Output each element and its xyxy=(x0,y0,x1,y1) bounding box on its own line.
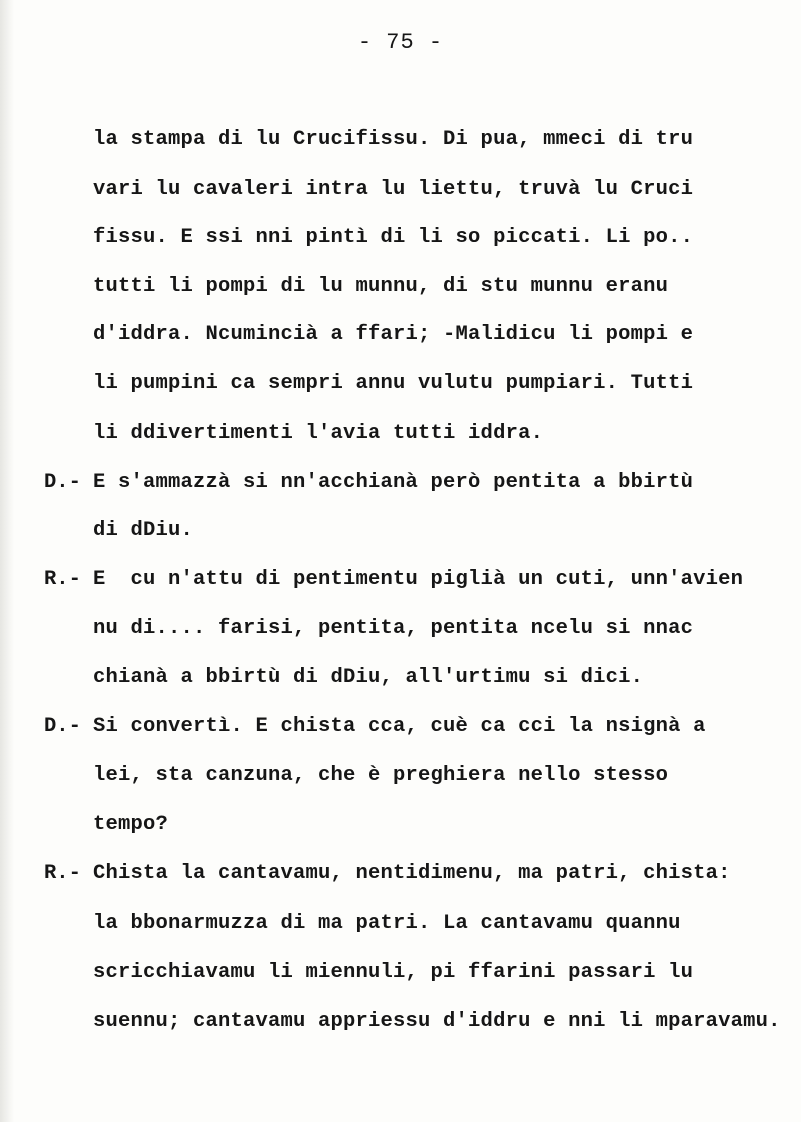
text-line: li pumpini ca sempri annu vulutu pumpiari. Tutti xyxy=(93,372,694,395)
text-line: nu di.... farisi, pentita, pentita ncelu si nnac xyxy=(93,617,694,640)
text-line: tempo? xyxy=(93,813,169,836)
speaker-label: D.- xyxy=(44,471,81,494)
text-line: scricchiavamu li miennuli, pi ffarini passari lu xyxy=(93,961,694,984)
speaker-label: D.- xyxy=(44,715,81,738)
text-line: suennu; cantavamu appriessu d'iddru e nni li mparavamu. xyxy=(93,1010,781,1033)
text-line: chianà a bbirtù di dDiu, all'urtimu si dici. xyxy=(93,666,644,689)
text-line: fissu. E ssi nni pintì di li so piccati. Li po.. xyxy=(93,226,694,249)
text-line: E s'ammazzà si nn'acchianà però pentita a bbirtù xyxy=(93,471,694,494)
text-line: vari lu cavaleri intra lu liettu, truvà lu Cruci xyxy=(93,178,694,201)
text-line: lei, sta canzuna, che è preghiera nello stesso xyxy=(93,764,669,787)
text-line: E cu n'attu di pentimentu piglià un cuti, unn'avien xyxy=(93,568,744,591)
text-line: tutti li pompi di lu munnu, di stu munnu eranu xyxy=(93,275,669,298)
text-line: li ddivertimenti l'avia tutti iddra. xyxy=(93,422,544,445)
text-line: di dDiu. xyxy=(93,519,194,542)
text-line: la stampa di lu Crucifissu. Di pua, mmeci di tru xyxy=(93,128,694,151)
text-line: Si convertì. E chista cca, cuè ca cci la nsignà a xyxy=(93,715,706,738)
page-number: - 75 - xyxy=(357,30,444,55)
speaker-label: R.- xyxy=(44,862,81,885)
page-edge-shadow xyxy=(0,0,14,1122)
text-line: Chista la cantavamu, nentidimenu, ma patri, chista: xyxy=(93,862,731,885)
text-line: d'iddra. Ncumincià a ffari; -Malidicu li pompi e xyxy=(93,323,694,346)
text-line: la bbonarmuzza di ma patri. La cantavamu quannu xyxy=(93,912,681,935)
speaker-label: R.- xyxy=(44,568,81,591)
